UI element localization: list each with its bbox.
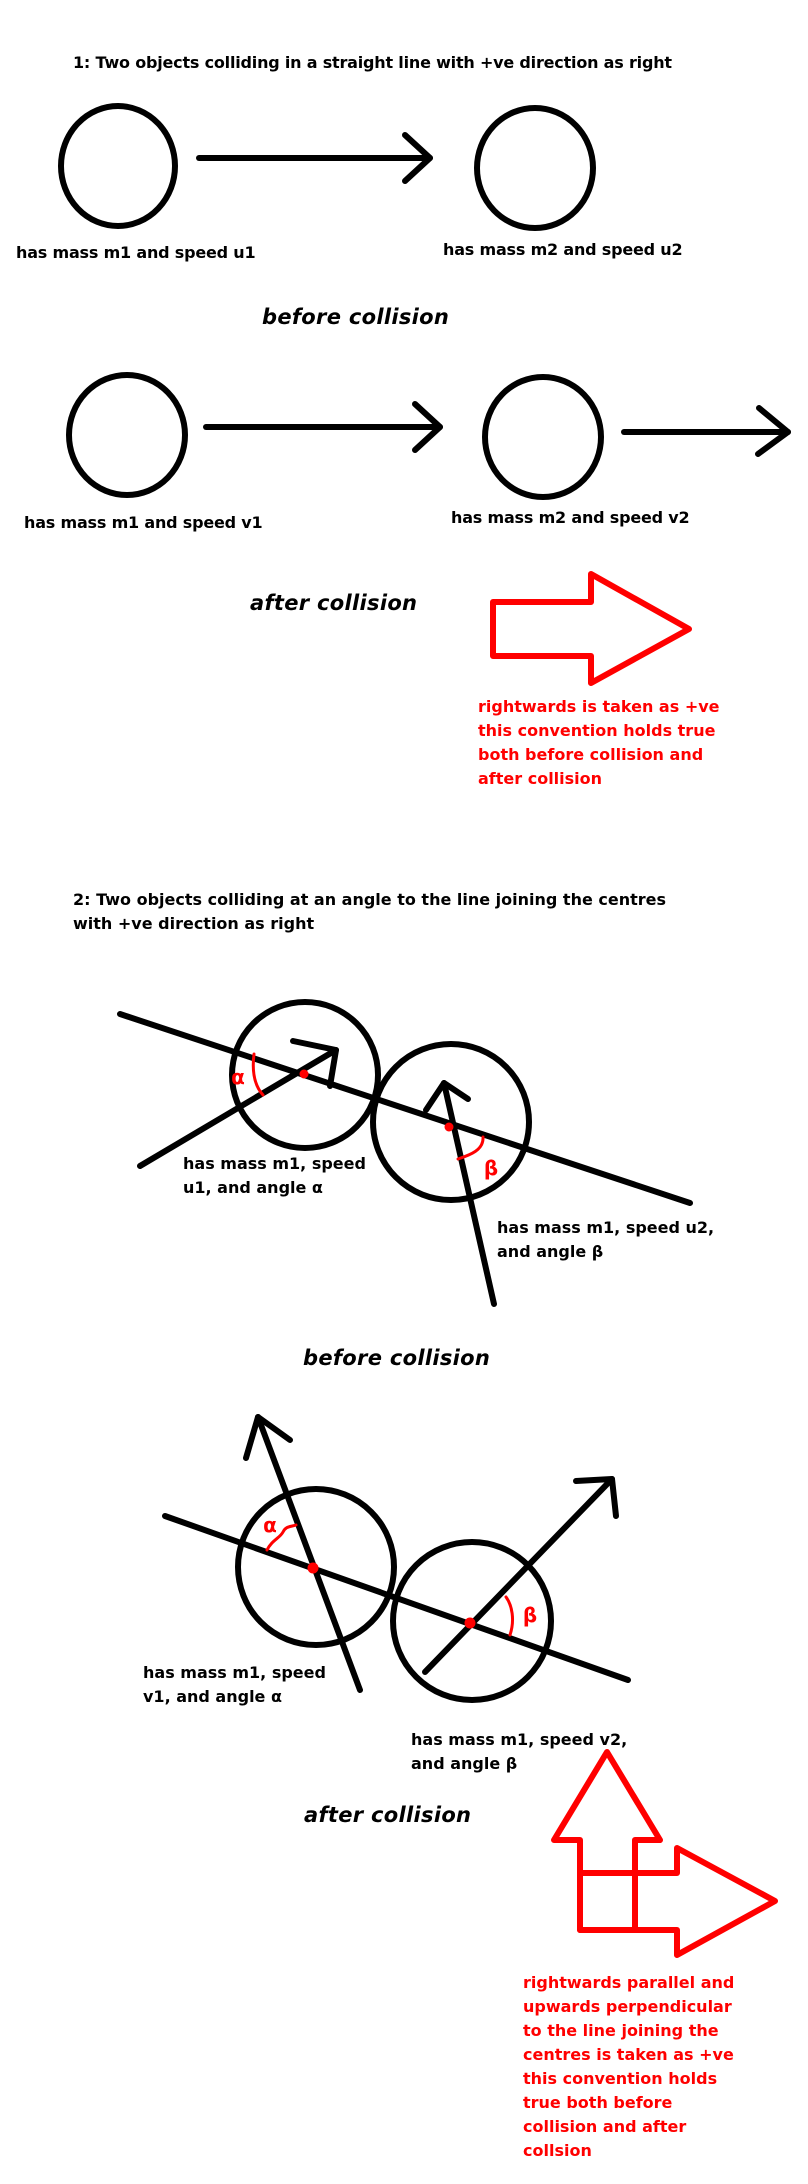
section2-after-alpha-label: α — [263, 1513, 277, 1537]
velocity-arrow-u1 — [199, 135, 430, 181]
centre-dot — [309, 1564, 317, 1572]
section1-title: 1: Two objects colliding in a straight line with +ve direction as right — [73, 53, 672, 72]
section1-before-drawing — [61, 106, 593, 228]
section2-before-object1-label: has mass m1, speed u1, and angle α — [183, 1154, 366, 1197]
section1-after-caption: after collision — [250, 591, 418, 615]
velocity-arrow-v1 — [206, 404, 440, 450]
object2-circle — [485, 377, 601, 497]
angle-beta-arc — [506, 1597, 513, 1635]
section1-after-object1-label: has mass m1 and speed v1 — [24, 513, 263, 532]
positive-direction-arrows-icon — [554, 1752, 775, 1955]
section2-before-object2-label: has mass m1, speed u2, and angle β — [497, 1218, 715, 1261]
centre-dot — [466, 1619, 474, 1627]
parallel-right-arrow-icon — [580, 1848, 775, 1955]
section2-before-caption: before collision — [303, 1346, 491, 1370]
positive-direction-arrow-icon — [493, 574, 689, 683]
section2-before-alpha-label: α — [231, 1065, 245, 1089]
section1-convention-note: rightwards is taken as +ve this convention holds true both before collision and after collision — [478, 697, 720, 788]
velocity-arrow-v2 — [624, 408, 788, 454]
section1-before-object1-label: has mass m1 and speed u1 — [16, 243, 256, 262]
section2-before-beta-label: β — [483, 1156, 499, 1180]
section2-after-object2-label: has mass m1, speed v2, and angle β — [411, 1730, 628, 1773]
object1-circle — [61, 106, 175, 226]
section2-after-caption: after collision — [304, 1803, 472, 1827]
section1-after-drawing — [69, 375, 788, 497]
object2-circle — [477, 108, 593, 228]
section1-before-caption: before collision — [262, 305, 450, 329]
section2-after-beta-label: β — [522, 1603, 538, 1627]
centre-dot — [446, 1124, 452, 1130]
perpendicular-up-arrow-icon — [554, 1752, 660, 1930]
section2-after-object1-label: has mass m1, speed v1, and angle α — [143, 1663, 326, 1706]
section1-after-object2-label: has mass m2 and speed v2 — [451, 508, 690, 527]
section2-after-drawing — [165, 1417, 628, 1700]
object1-circle — [69, 375, 185, 495]
centre-dot — [301, 1071, 307, 1077]
section1-before-object2-label: has mass m2 and speed u2 — [443, 240, 683, 259]
section2-title: 2: Two objects colliding at an angle to the line joining the centres with +ve direction as right — [73, 890, 667, 933]
section2-convention-note: rightwards parallel and upwards perpendicular to the line joining the centres is taken as +ve this convention holds true both before collision and after collsion — [523, 1973, 735, 2160]
